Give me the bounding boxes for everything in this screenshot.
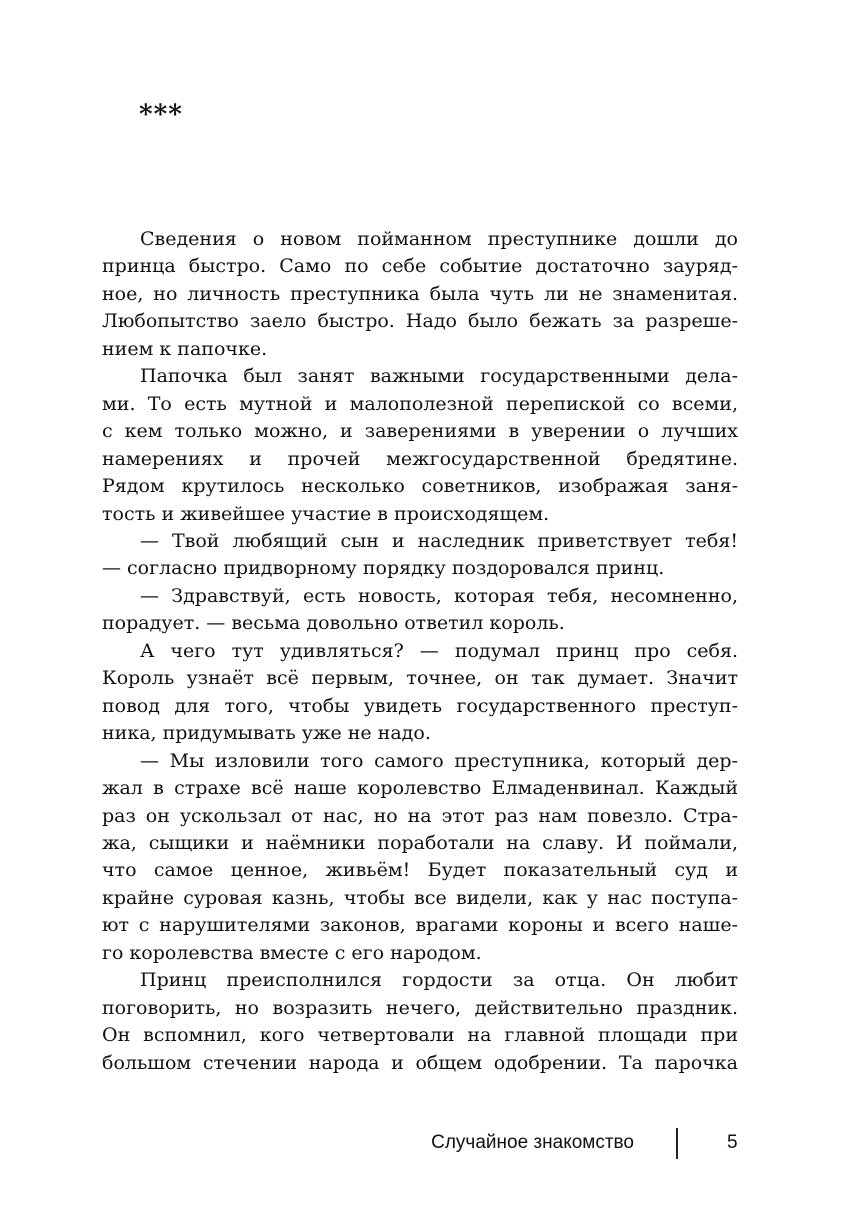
text-line: ют с нарушителями законов, врагами короны и всего наше- [102,914,738,937]
text-line: ми. То есть мутной и малополезной перепиской со всеми, [102,392,738,415]
text-line: принца быстро. Само по себе событие достаточно зауряд- [102,255,738,278]
text-line: А чего тут удивляться? — подумал принц про себя. [140,639,738,662]
text-line: повод для того, чтобы увидеть государственного преступ- [102,694,738,717]
page-footer [0,1128,856,1160]
text-line: жал в страхе всё наше королевство Елмаденвинал. Каждый [102,777,738,800]
paragraph [102,528,738,583]
text-line: намерениях и прочей межгосударственной бредятине. [102,447,738,470]
text-line: го королевства вместе с его народом. [102,941,482,964]
section-separator: *** [139,100,183,130]
text-line: Он вспомнил, кого четвертовали на главной площади при [102,1024,738,1047]
paragraph [102,638,738,748]
text-line: с кем только можно, и заверениями в уверении о лучших [102,420,738,443]
text-line: ника, придумывать уже не надо. [102,722,431,745]
body-text [102,226,738,1077]
text-line: — Здравствуй, есть новость, которая тебя, несомненно, [140,584,738,607]
text-line: Рядом крутилось несколько советников, изображая заня- [102,475,738,498]
text-line: тость и живейшее участие в происходящем. [102,502,550,525]
running-title: Случайное знакомство [431,1132,634,1153]
text-line: — Твой любящий сын и наследник приветствует тебя! [140,529,738,552]
paragraph [102,967,738,1077]
paragraph [102,583,738,638]
paragraph [102,226,738,363]
text-line: жа, сыщики и наёмники поработали на славу. И поймали, [102,831,738,854]
text-line: — Мы изловили того самого преступника, который дер- [140,749,738,772]
text-line: нием к папочке. [102,337,268,360]
text-line: раз он ускользал от нас, но на этот раз нам повезло. Стра- [102,804,738,827]
text-line: Папочка был занят важными государственными дела- [140,365,738,388]
text-line: порадует. — весьма довольно ответил король. [102,612,565,635]
text-line: Принц преисполнился гордости за отца. Он любит [140,969,738,992]
text-line: ное, но личность преступника была чуть ли не знаменитая. [102,282,738,305]
text-line: большом стечении народа и общем одобрении. Та парочка [102,1051,738,1074]
paragraph [102,748,738,968]
text-line: что самое ценное, живьём! Будет показательный суд и [102,859,738,882]
footer-divider [676,1128,678,1159]
text-line: Король узнаёт всё первым, точнее, он так думает. Значит [102,667,738,690]
text-line: — согласно придворному порядку поздоровался принц. [102,557,665,580]
page-number: 5 [727,1132,738,1153]
text-line: поговорить, но возразить нечего, действительно праздник. [102,996,738,1019]
text-line: крайне суровая казнь, чтобы все видели, как у нас поступа- [102,886,738,909]
text-line: Любопытство заело быстро. Надо было бежать за разреше- [102,310,738,333]
paragraph [102,363,738,528]
text-line: Сведения о новом пойманном преступнике дошли до [140,228,738,250]
